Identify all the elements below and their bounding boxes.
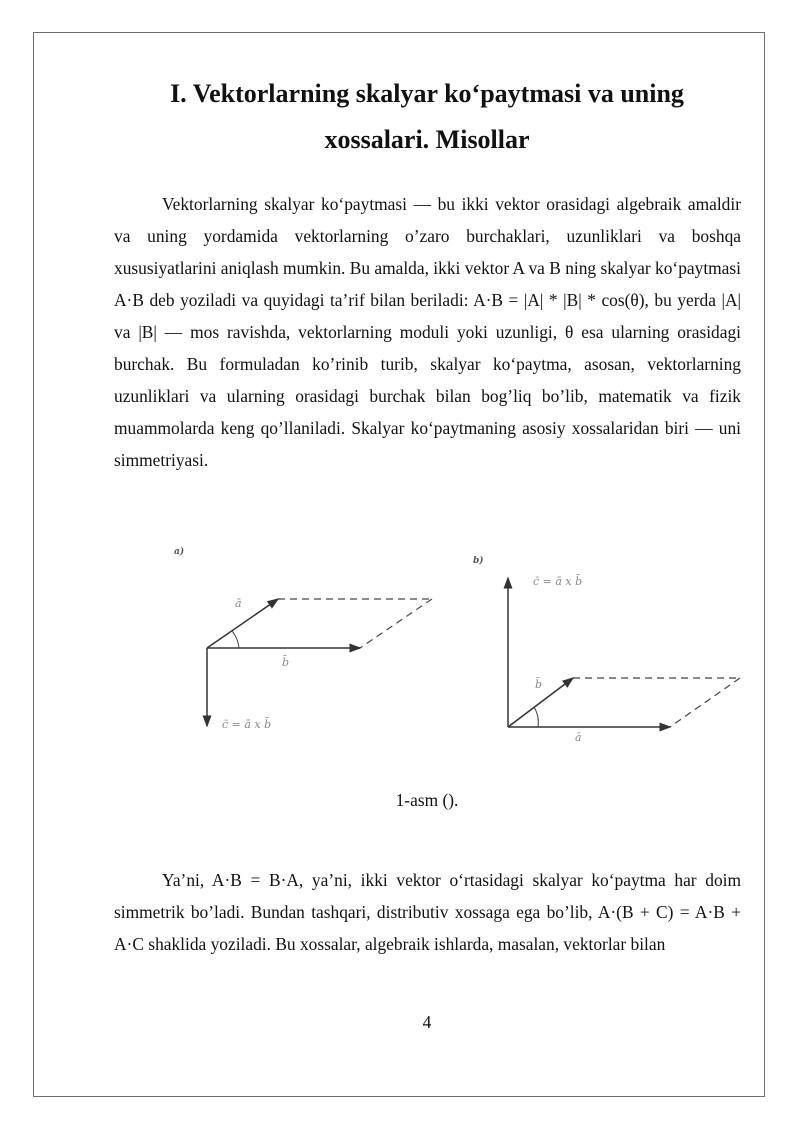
page-number: 4 [422,1012,432,1032]
panel-a [207,597,432,731]
panel-a-label-c: c̄ = ā x b̄ [222,718,272,731]
panel-b-angle-arc [534,707,538,727]
panel-b [508,575,740,744]
panel-a-label-b: b̄ [282,656,290,669]
paragraph-2: Ya’ni, A·B = B·A, ya’ni, ikki vektor o‘rtasidagi skalyar ko‘paytma har doim simmetrik bo’ladi. Bundan tashqari, distributiv xossaga ega bo’lib, A·(B + C) = A·B + A·C shaklida yoziladi. Bu xossalar, algebraik ishlarda, masalan, vektorlar bilan [114,870,741,954]
panel-b-label-b: b̄ [535,678,543,691]
figure-caption: 1-asm (). [395,790,459,810]
panel-b-tag: b) [473,556,484,566]
paragraph-1: Vektorlarning skalyar ko‘paytmasi — bu ikki vektor orasidagi algebraik amaldir va uning yordamida vektorlarning o’zaro burchaklari, uzunliklari va boshqa xususiyatlarini aniqlash mumkin. Bu amalda, ikki vektor A va B ning skalyar ko‘paytmasi A·B deb yoziladi va quyidagi ta’rif bilan beriladi: A·B = |A| * |B| * cos(θ), bu yerda |A| va |B| — mos ravishda, vektorlarning moduli yoki uzunligi, θ esa ularning orasidagi burchak. Bu formuladan ko’rinib turib, skalyar ko‘paytma, asosan, vektorlarning uzunliklari va ularning orasidagi burchak bilan bog’liq bo’lib, matematik va fizik muammolarda keng qo’llaniladi. Skalyar ko‘paytmaning asosiy xossalaridan biri — uni simmetriyasi. [114,194,741,470]
panel-a-dashed-right [360,599,432,648]
panel-a-angle-arc [232,631,239,648]
panel-b-label-a: ā [575,731,582,744]
page-title-line-2: xossalari. Misollar [324,125,530,154]
vector-cross-product-figure [160,535,760,760]
panel-a-tag: a) [174,547,185,557]
page-title-line-1: I. Vektorlarning skalyar ko‘paytmasi va uning [170,79,684,108]
panel-b-label-c: c̄ = ā x b̄ [533,575,583,588]
panel-b-dashed-right [670,678,740,727]
panel-a-vector-a [207,599,278,648]
panel-a-label-a: ā [235,597,242,610]
